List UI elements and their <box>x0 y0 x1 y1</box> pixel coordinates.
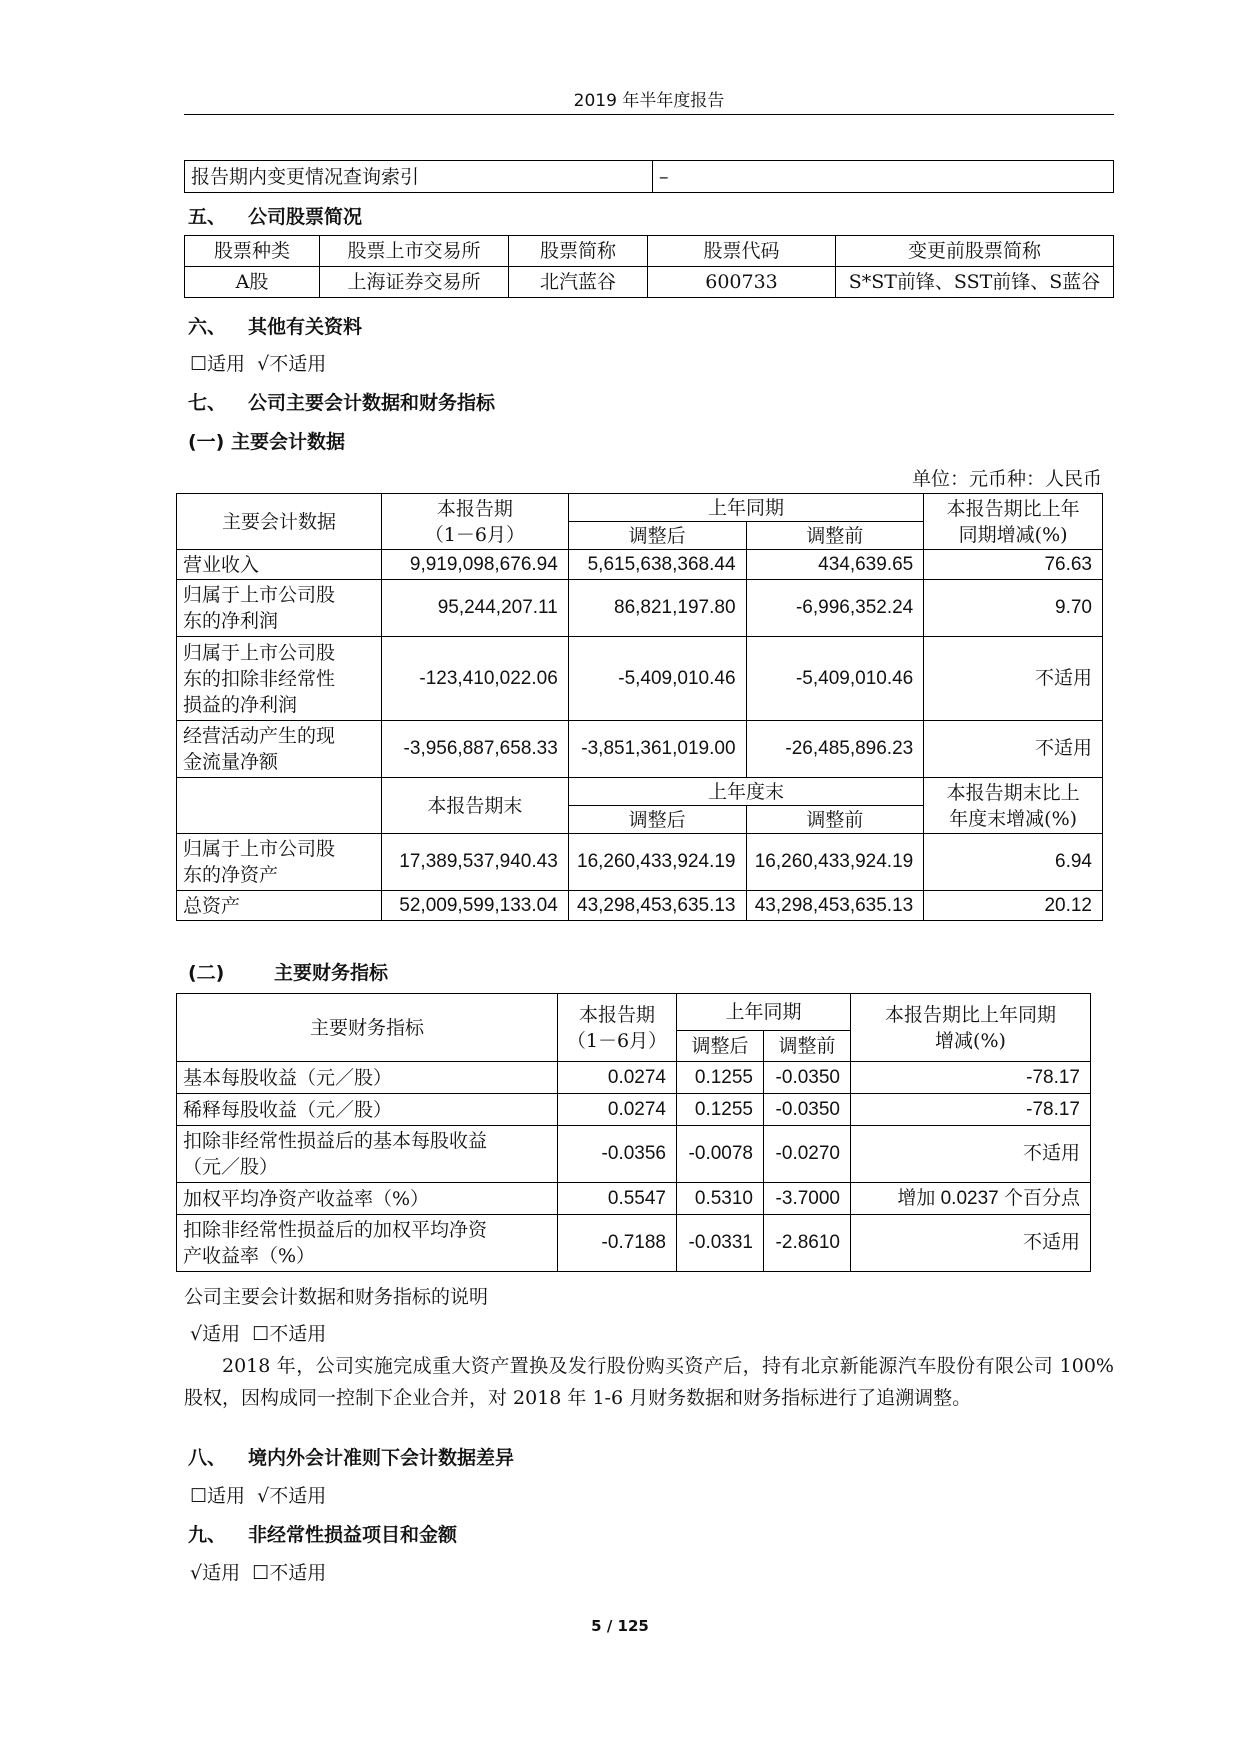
header-item: 主要财务指标 <box>177 994 558 1062</box>
value-adjusted-before: -26,485,896.23 <box>746 721 924 778</box>
change-index-value: – <box>653 161 1114 193</box>
value-adjusted-after: -0.0078 <box>677 1126 764 1183</box>
value-change: 不适用 <box>924 721 1103 778</box>
header-period-end: 本报告期末 <box>381 778 568 834</box>
header-blank <box>177 778 382 834</box>
row-label: 扣除非经常性损益后的加权平均净资 产收益率（%） <box>177 1215 558 1272</box>
table-row <box>185 267 1114 298</box>
value-adjusted-before: 434,639.65 <box>746 550 924 580</box>
value-change: 76.63 <box>924 550 1103 580</box>
value-adjusted-before: -0.0270 <box>764 1126 851 1183</box>
header-change-year-end: 本报告期末比上 年度末增减(%) <box>924 778 1103 834</box>
row-label: 加权平均净资产收益率（%） <box>177 1183 558 1215</box>
row-label: 基本每股收益（元／股） <box>177 1062 558 1094</box>
value-adjusted-after: -5,409,010.46 <box>568 637 746 721</box>
section-title: 境内外会计准则下会计数据差异 <box>248 1447 515 1469</box>
header-item: 主要会计数据 <box>177 494 382 550</box>
value-adjusted-after: 0.1255 <box>677 1062 764 1094</box>
table-row <box>177 891 1103 921</box>
section-number: 八、 <box>188 1447 227 1469</box>
row-label: 稀释每股收益（元／股） <box>177 1094 558 1126</box>
value-adjusted-before: 43,298,453,635.13 <box>746 891 924 921</box>
table-row <box>177 550 1103 580</box>
value-current: -0.7188 <box>558 1215 677 1272</box>
value-adjusted-after: 0.1255 <box>677 1094 764 1126</box>
row-label: 经营活动产生的现 金流量净额 <box>177 721 382 778</box>
accounting-data-table <box>176 493 1103 921</box>
section-9-heading <box>188 1520 457 1547</box>
section-6-heading <box>188 312 362 339</box>
note-paragraph: 2018 年，公司实施完成重大资产置换及发行股份购买资产后，持有北京新能源汽车股份有限公司 100%股权，因构成同一控制下企业合并，对 2018 年 1-6 月财务数据和财务指标进行了追溯调整。 <box>184 1355 1114 1409</box>
section-number: 七、 <box>188 392 227 414</box>
header-adjusted-after: 调整后 <box>568 806 746 834</box>
table-header-cell: 股票种类 <box>185 236 320 267</box>
header-previous-year-end: 上年度末 <box>568 778 923 806</box>
value-adjusted-after: -0.0331 <box>677 1215 764 1272</box>
row-label: 营业收入 <box>177 550 382 580</box>
applicability-choice: √适用 ☐不适用 <box>190 1562 327 1584</box>
table-cell: 北汽蓝谷 <box>509 267 648 298</box>
table-cell: 上海证券交易所 <box>320 267 509 298</box>
section-number: 九、 <box>188 1524 227 1546</box>
value-current: 0.0274 <box>558 1062 677 1094</box>
table-header-row <box>177 778 1103 806</box>
value-change: 9.70 <box>924 580 1103 637</box>
value-change: 增加 0.0237 个百分点 <box>851 1183 1091 1215</box>
section-number: 五、 <box>188 206 227 228</box>
header-adjusted-before: 调整前 <box>746 806 924 834</box>
applicability-choice: ☐适用 √不适用 <box>190 1485 327 1507</box>
value-adjusted-after: 16,260,433,924.19 <box>568 834 746 891</box>
table-row <box>177 721 1103 778</box>
header-adjusted-before: 调整前 <box>746 522 924 550</box>
applicability-choice: √适用 ☐不适用 <box>190 1323 327 1345</box>
value-adjusted-before: -5,409,010.46 <box>746 637 924 721</box>
value-current: 52,009,599,133.04 <box>381 891 568 921</box>
value-current: 0.5547 <box>558 1183 677 1215</box>
change-index-label: 报告期内变更情况查询索引 <box>185 161 653 193</box>
stock-table <box>184 235 1114 298</box>
page-number: 5 / 125 <box>591 1617 649 1635</box>
section-title: 公司主要会计数据和财务指标 <box>248 392 496 414</box>
value-change: -78.17 <box>851 1094 1091 1126</box>
table-header-cell: 股票上市交易所 <box>320 236 509 267</box>
header-change: 本报告期比上年 同期增减(%) <box>924 494 1103 550</box>
value-adjusted-before: 16,260,433,924.19 <box>746 834 924 891</box>
header-adjusted-before: 调整前 <box>764 1031 851 1062</box>
table-row <box>185 161 1114 193</box>
row-label: 总资产 <box>177 891 382 921</box>
applicability-choice: ☐适用 √不适用 <box>190 353 327 375</box>
value-change: 20.12 <box>924 891 1103 921</box>
value-change: 不适用 <box>851 1126 1091 1183</box>
table-header-row <box>177 494 1103 522</box>
note-title: 公司主要会计数据和财务指标的说明 <box>184 1286 489 1308</box>
table-cell: 600733 <box>648 267 836 298</box>
section-title: 公司股票简况 <box>248 206 363 228</box>
value-current: -123,410,022.06 <box>381 637 568 721</box>
value-change: 不适用 <box>851 1215 1091 1272</box>
table-header-row <box>185 236 1114 267</box>
table-header-row <box>177 994 1091 1031</box>
value-adjusted-before: -0.0350 <box>764 1062 851 1094</box>
value-adjusted-after: 43,298,453,635.13 <box>568 891 746 921</box>
table-row <box>177 1215 1091 1272</box>
value-current: 0.0274 <box>558 1094 677 1126</box>
value-adjusted-before: -3.7000 <box>764 1183 851 1215</box>
value-adjusted-after: -3,851,361,019.00 <box>568 721 746 778</box>
row-label: 扣除非经常性损益后的基本每股收益 （元／股） <box>177 1126 558 1183</box>
table-header-cell: 股票代码 <box>648 236 836 267</box>
table-row <box>177 834 1103 891</box>
unit-note: 单位：元币种：人民币 <box>911 468 1102 490</box>
value-change: -78.17 <box>851 1062 1091 1094</box>
header-adjusted-after: 调整后 <box>677 1031 764 1062</box>
value-adjusted-before: -2.8610 <box>764 1215 851 1272</box>
section-number: (二) <box>188 962 225 984</box>
table-cell: S*ST前锋、SST前锋、S蓝谷 <box>836 267 1114 298</box>
table-row <box>177 1126 1091 1183</box>
value-adjusted-after: 0.5310 <box>677 1183 764 1215</box>
table-cell: A股 <box>185 267 320 298</box>
value-current: 17,389,537,940.43 <box>381 834 568 891</box>
section-5-heading <box>188 202 362 229</box>
section-number: 六、 <box>188 316 227 338</box>
running-header: 2019 年半年度报告 <box>573 91 725 111</box>
value-current: 9,919,098,676.94 <box>381 550 568 580</box>
value-adjusted-after: 86,821,197.80 <box>568 580 746 637</box>
row-label: 归属于上市公司股 东的净资产 <box>177 834 382 891</box>
header-previous-period: 上年同期 <box>677 994 851 1031</box>
header-previous-period: 上年同期 <box>568 494 923 522</box>
row-label: 归属于上市公司股 东的扣除非经常性 损益的净利润 <box>177 637 382 721</box>
section-title: 其他有关资料 <box>248 316 363 338</box>
table-header-cell: 股票简称 <box>509 236 648 267</box>
value-current: 95,244,207.11 <box>381 580 568 637</box>
header-current-period: 本报告期 （1－6月） <box>381 494 568 550</box>
value-adjusted-before: -6,996,352.24 <box>746 580 924 637</box>
value-current: -0.0356 <box>558 1126 677 1183</box>
header-rule <box>184 114 1114 115</box>
value-adjusted-after: 5,615,638,368.44 <box>568 550 746 580</box>
header-change: 本报告期比上年同期 增减(%) <box>851 994 1091 1062</box>
section-title: 非经常性损益项目和金额 <box>248 1524 458 1546</box>
subsection-2-heading <box>188 958 388 985</box>
table-row <box>177 1094 1091 1126</box>
section-8-heading <box>188 1443 514 1470</box>
value-change: 不适用 <box>924 637 1103 721</box>
section-7-heading <box>188 388 495 415</box>
table-row <box>177 637 1103 721</box>
value-adjusted-before: -0.0350 <box>764 1094 851 1126</box>
header-adjusted-after: 调整后 <box>568 522 746 550</box>
subsection-1-heading: (一) 主要会计数据 <box>188 431 345 453</box>
header-current-period: 本报告期 （1－6月） <box>558 994 677 1062</box>
value-change: 6.94 <box>924 834 1103 891</box>
row-label: 归属于上市公司股 东的净利润 <box>177 580 382 637</box>
table-row <box>177 1183 1091 1215</box>
table-row <box>177 1062 1091 1094</box>
value-current: -3,956,887,658.33 <box>381 721 568 778</box>
financial-indicators-table <box>176 993 1091 1272</box>
section-title: 主要财务指标 <box>274 962 389 984</box>
table-row <box>177 580 1103 637</box>
change-index-table <box>184 160 1114 193</box>
table-header-cell: 变更前股票简称 <box>836 236 1114 267</box>
